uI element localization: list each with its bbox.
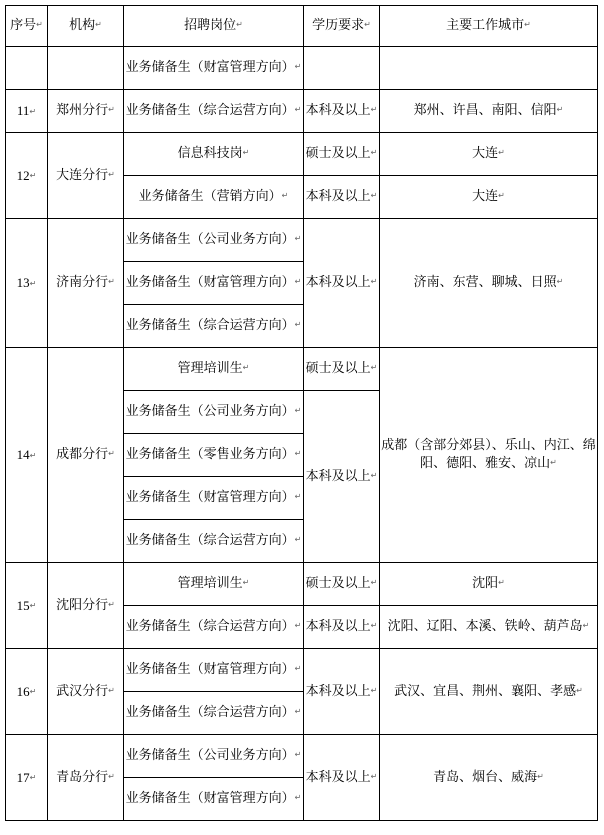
cell-position: 信息科技岗 ↵ <box>124 133 304 176</box>
cell-education: 硕士及以上 ↵ <box>304 563 380 606</box>
cell-education <box>304 47 380 90</box>
cell-education: 本科及以上 ↵ <box>304 606 380 649</box>
cell-education: 本科及以上 ↵ <box>304 90 380 133</box>
cell-branch: 大连分行 ↵ <box>48 133 124 219</box>
cell-cities: 大连 ↵ <box>380 133 598 176</box>
cell-cities: 郑州、许昌、南阳、信阳 ↵ <box>380 90 598 133</box>
cell-branch: 郑州分行 ↵ <box>48 90 124 133</box>
cell-position: 管理培训生 ↵ <box>124 563 304 606</box>
cell-education: 本科及以上 ↵ <box>304 649 380 735</box>
cell-no <box>6 47 48 90</box>
table-row <box>6 47 598 90</box>
cell-cities: 武汉、宜昌、荆州、襄阳、孝感 ↵ <box>380 649 598 735</box>
cell-position: 业务储备生（综合运营方向） ↵ <box>124 90 304 133</box>
cell-cities: 济南、东营、聊城、日照 ↵ <box>380 219 598 348</box>
cell-no: 11 ↵ <box>6 90 48 133</box>
cell-position: 业务储备生（财富管理方向） ↵ <box>124 649 304 692</box>
table-row <box>6 563 598 606</box>
cell-no: 13 ↵ <box>6 219 48 348</box>
header-position: 招聘岗位 ↵ <box>124 6 304 47</box>
cell-position: 业务储备生（公司业务方向） ↵ <box>124 391 304 434</box>
table-row <box>6 90 598 133</box>
cell-position: 业务储备生（综合运营方向） ↵ <box>124 692 304 735</box>
cell-position: 业务储备生（综合运营方向） ↵ <box>124 305 304 348</box>
cell-no: 16 ↵ <box>6 649 48 735</box>
cell-branch: 成都分行 ↵ <box>48 348 124 563</box>
cell-position: 业务储备生（财富管理方向） ↵ <box>124 47 304 90</box>
cell-branch <box>48 47 124 90</box>
cell-position: 业务储备生（财富管理方向） ↵ <box>124 778 304 821</box>
cell-no: 15 ↵ <box>6 563 48 649</box>
cell-education: 硕士及以上 ↵ <box>304 133 380 176</box>
table-row <box>6 348 598 391</box>
cell-position: 业务储备生（综合运营方向） ↵ <box>124 520 304 563</box>
cell-branch: 武汉分行 ↵ <box>48 649 124 735</box>
cell-position: 业务储备生（零售业务方向） ↵ <box>124 434 304 477</box>
header-no: 序号 ↵ <box>6 6 48 47</box>
header-education: 学历要求 ↵ <box>304 6 380 47</box>
cell-position: 业务储备生（财富管理方向） ↵ <box>124 477 304 520</box>
cell-no: 17 ↵ <box>6 735 48 821</box>
cell-cities: 大连 ↵ <box>380 176 598 219</box>
cell-position: 业务储备生（公司业务方向） ↵ <box>124 735 304 778</box>
table-row <box>6 133 598 176</box>
cell-cities <box>380 47 598 90</box>
table-row <box>6 649 598 692</box>
table-row <box>6 219 598 262</box>
cell-cities: 成都（含部分郊县）、乐山、内江、绵阳、德阳、雅安、凉山 ↵ <box>380 348 598 563</box>
cell-position: 业务储备生（综合运营方向） ↵ <box>124 606 304 649</box>
cell-position: 业务储备生（营销方向） ↵ <box>124 176 304 219</box>
cell-position: 业务储备生（公司业务方向） ↵ <box>124 219 304 262</box>
header-branch: 机构 ↵ <box>48 6 124 47</box>
cell-education: 本科及以上 ↵ <box>304 735 380 821</box>
recruitment-table <box>5 5 598 821</box>
table-row <box>6 735 598 778</box>
cell-cities: 沈阳 ↵ <box>380 563 598 606</box>
cell-education: 本科及以上 ↵ <box>304 176 380 219</box>
cell-no: 12 ↵ <box>6 133 48 219</box>
cell-no: 14 ↵ <box>6 348 48 563</box>
cell-branch: 青岛分行 ↵ <box>48 735 124 821</box>
cell-position: 管理培训生 ↵ <box>124 348 304 391</box>
cell-position: 业务储备生（财富管理方向） ↵ <box>124 262 304 305</box>
cell-education: 本科及以上 ↵ <box>304 219 380 348</box>
cell-education: 本科及以上 ↵ <box>304 391 380 563</box>
header-row <box>6 6 598 47</box>
cell-branch: 济南分行 ↵ <box>48 219 124 348</box>
cell-branch: 沈阳分行 ↵ <box>48 563 124 649</box>
cell-cities: 青岛、烟台、威海 ↵ <box>380 735 598 821</box>
header-cities: 主要工作城市 ↵ <box>380 6 598 47</box>
cell-education: 硕士及以上 ↵ <box>304 348 380 391</box>
cell-cities: 沈阳、辽阳、本溪、铁岭、葫芦岛 ↵ <box>380 606 598 649</box>
